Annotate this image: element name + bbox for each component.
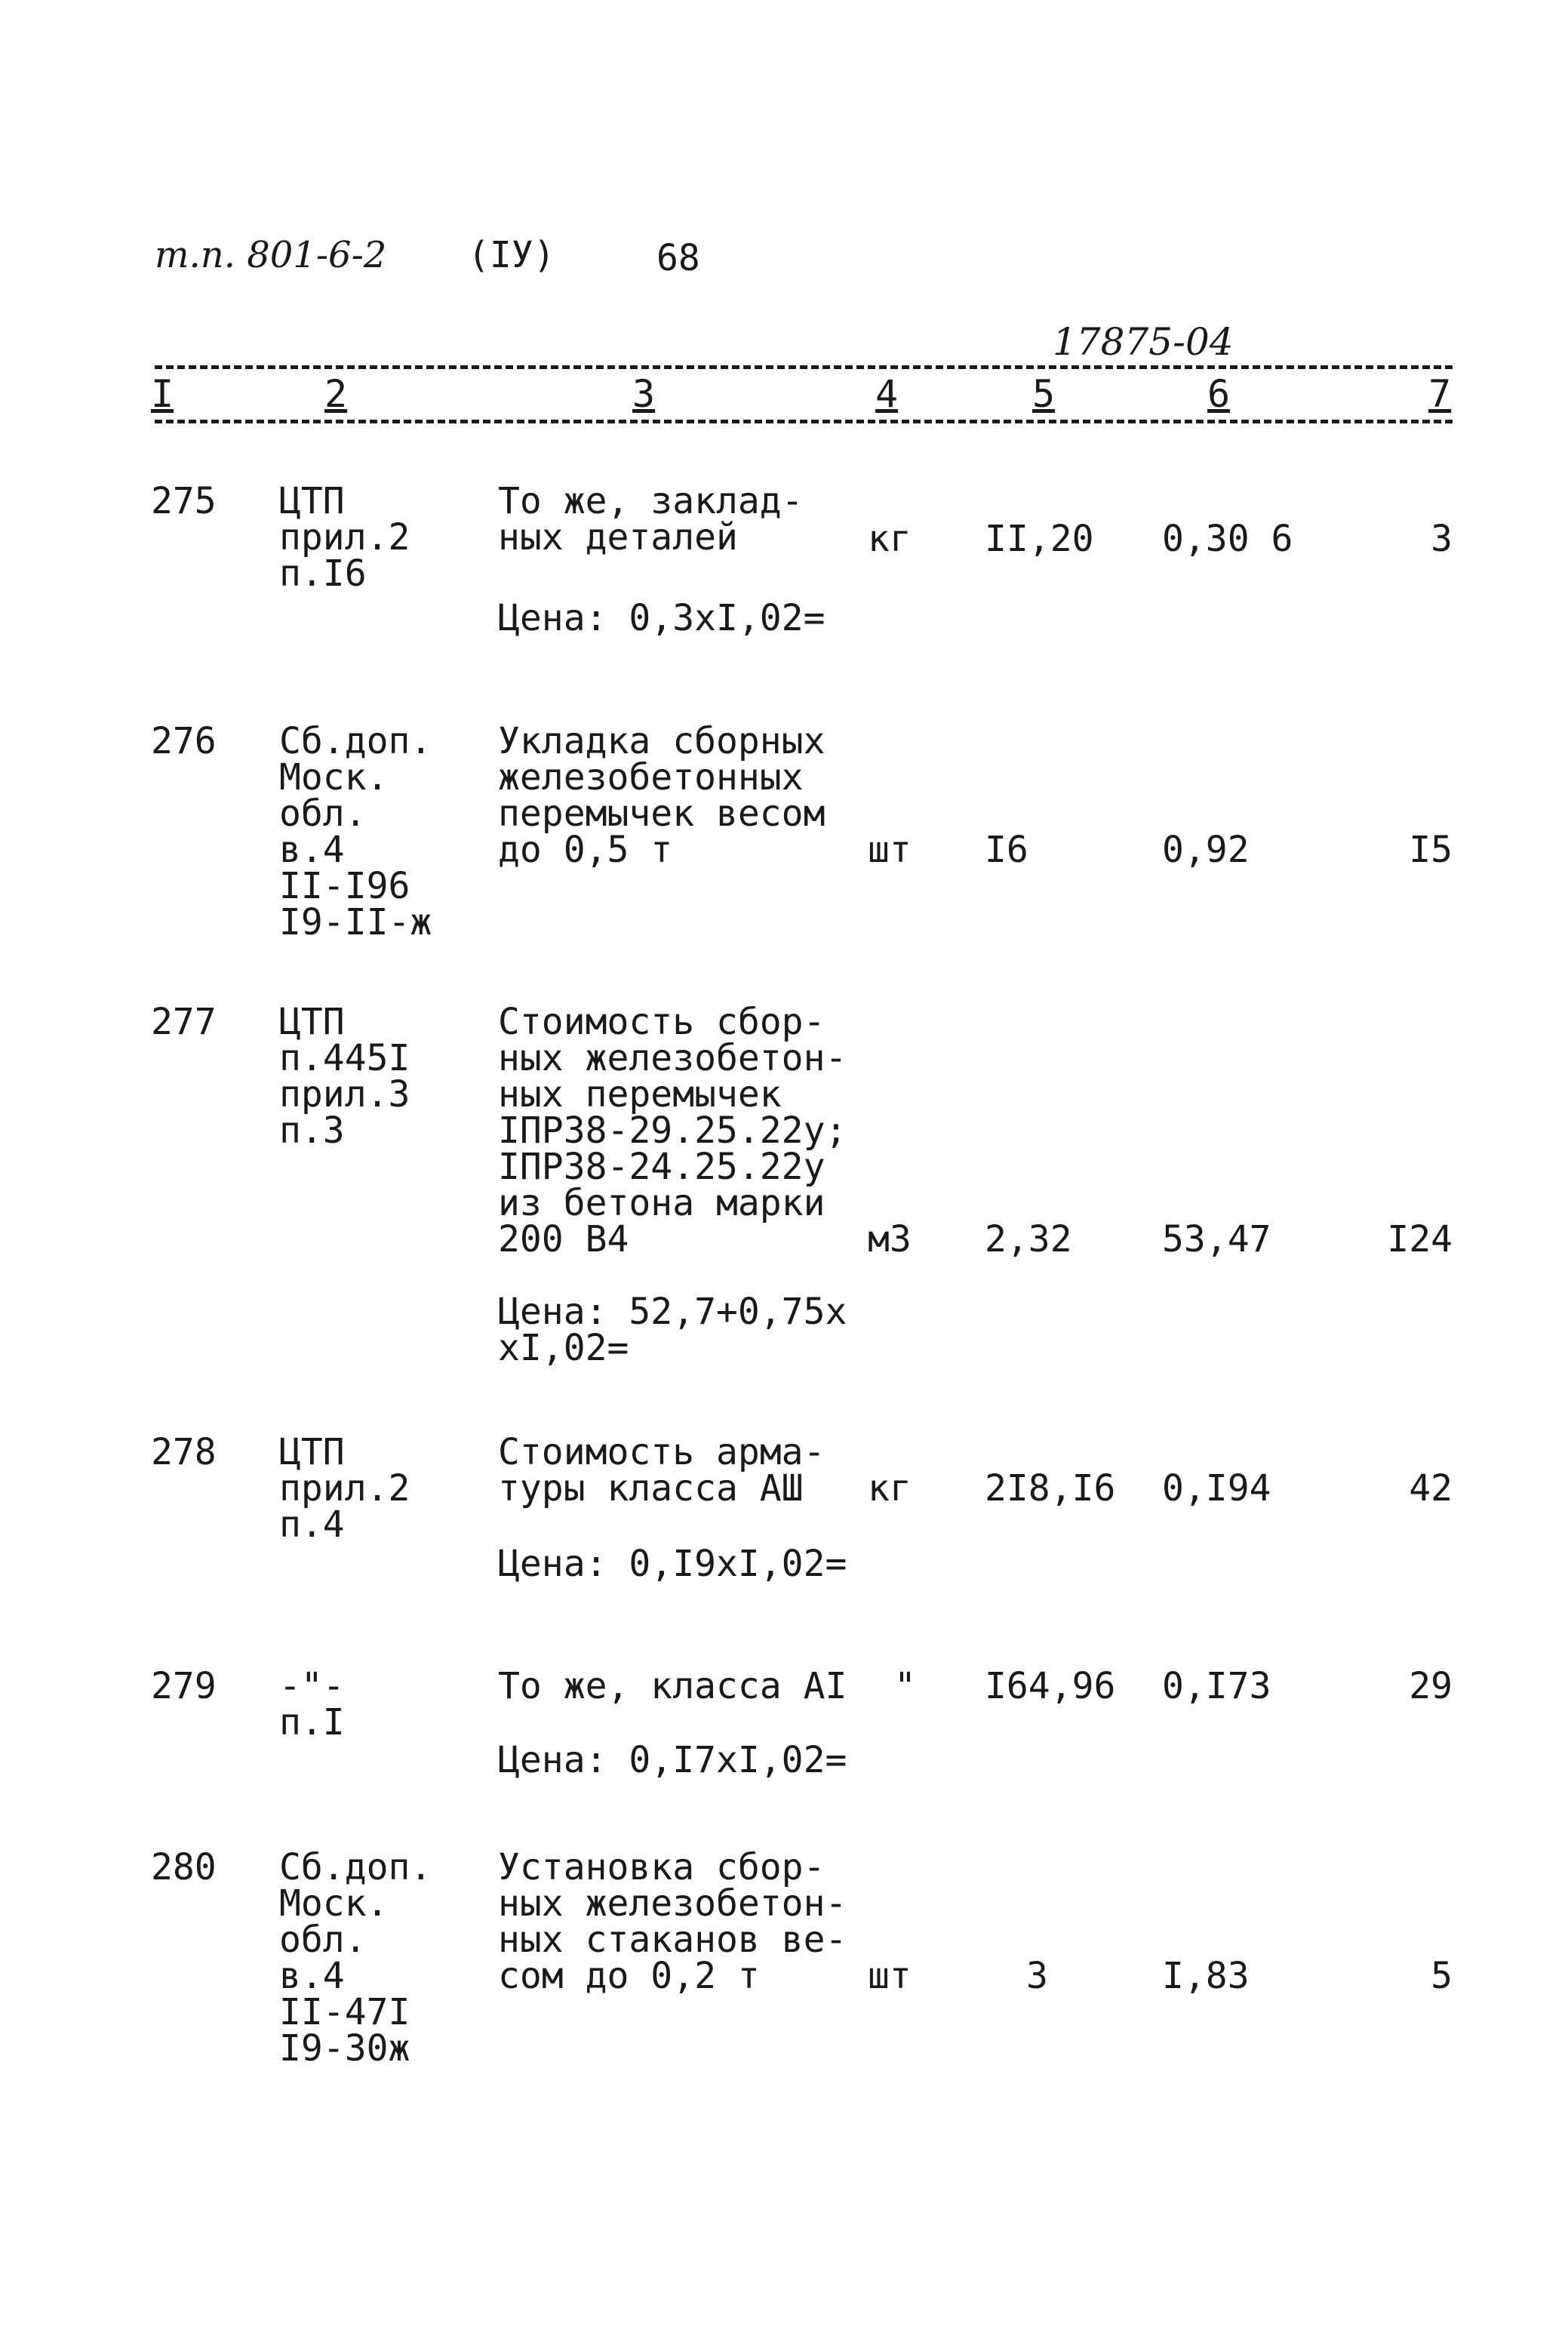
row-number: 279 <box>151 1665 217 1707</box>
description: То же, заклад- ных деталей <box>498 480 804 559</box>
unit: шт <box>868 1955 912 1997</box>
unit: шт <box>868 829 912 871</box>
unit-price: 0,92 <box>1162 829 1250 871</box>
column-header-5: 5 <box>1032 372 1056 416</box>
unit: " <box>894 1665 916 1707</box>
reference: ЦТП п.445I прил.3 п.3 <box>279 1001 410 1152</box>
project-code: т.п. 801-6-2 <box>155 234 387 276</box>
unit-price: 53,47 <box>1162 1218 1271 1260</box>
section-label: (IУ) <box>468 234 555 276</box>
quantity: II,20 <box>985 518 1094 560</box>
unit: кг <box>868 518 912 560</box>
unit-price: 0,30 6 <box>1162 518 1293 560</box>
column-header-6: 6 <box>1207 372 1231 416</box>
row-number: 277 <box>151 1001 217 1043</box>
reference: ЦТП прил.2 п.4 <box>279 1431 410 1546</box>
page-number: 68 <box>656 237 700 279</box>
quantity: 2,32 <box>985 1218 1072 1260</box>
row-number: 275 <box>151 480 217 522</box>
quantity: I6 <box>985 829 1028 871</box>
price-formula: Цена: 52,7+0,75х хI,02= <box>498 1291 847 1369</box>
total: I24 <box>1387 1218 1453 1260</box>
total: 5 <box>1431 1955 1453 1997</box>
description: Стоимость сбор- ных железобетон- ных перемычек IПР38-29.25.22у; IПР38-24.25.22у из бетона марки 200 В4 <box>498 1001 847 1260</box>
row-number: 280 <box>151 1846 217 1888</box>
row-number: 276 <box>151 720 217 762</box>
quantity: 2I8,I6 <box>985 1467 1116 1510</box>
reference: -"- п.I <box>279 1665 345 1744</box>
reference: Сб.доп. Моск. обл. в.4 II-47I I9-30ж <box>279 1846 432 2070</box>
column-header-3: 3 <box>632 372 656 416</box>
quantity: 3 <box>1026 1955 1048 1997</box>
description: То же, класса АI <box>498 1665 847 1707</box>
unit-price: 0,I94 <box>1162 1467 1271 1510</box>
unit-price: 0,I73 <box>1162 1665 1271 1707</box>
total: 3 <box>1431 518 1453 560</box>
quantity: I64,96 <box>985 1665 1116 1707</box>
table-top-rule <box>155 365 1453 369</box>
unit-price: I,83 <box>1162 1955 1250 1997</box>
reference: Сб.доп. Моск. обл. в.4 II-I96 I9-II-ж <box>279 720 432 943</box>
column-header-1: I <box>151 372 174 416</box>
column-header-7: 7 <box>1428 372 1452 416</box>
description: Стоимость арма- туры класса АШ <box>498 1431 826 1510</box>
total: 29 <box>1409 1665 1453 1707</box>
row-number: 278 <box>151 1431 217 1473</box>
description: Укладка сборных железобетонных перемычек весом до 0,5 т <box>498 720 826 871</box>
table-header-rule <box>155 420 1453 423</box>
column-header-4: 4 <box>875 372 899 416</box>
unit: м3 <box>868 1218 912 1260</box>
price-formula: Цена: 0,3хI,02= <box>498 597 826 639</box>
price-formula: Цена: 0,I7хI,02= <box>498 1739 847 1781</box>
description: Установка сбор- ных железобетон- ных стаканов ве- сом до 0,2 т <box>498 1846 847 1997</box>
unit: кг <box>868 1467 912 1510</box>
total: 42 <box>1409 1467 1453 1510</box>
handwritten-note: 17875-04 <box>1053 320 1234 364</box>
total: I5 <box>1409 829 1453 871</box>
price-formula: Цена: 0,I9хI,02= <box>498 1543 847 1585</box>
column-header-2: 2 <box>324 372 348 416</box>
reference: ЦТП прил.2 п.I6 <box>279 480 410 595</box>
